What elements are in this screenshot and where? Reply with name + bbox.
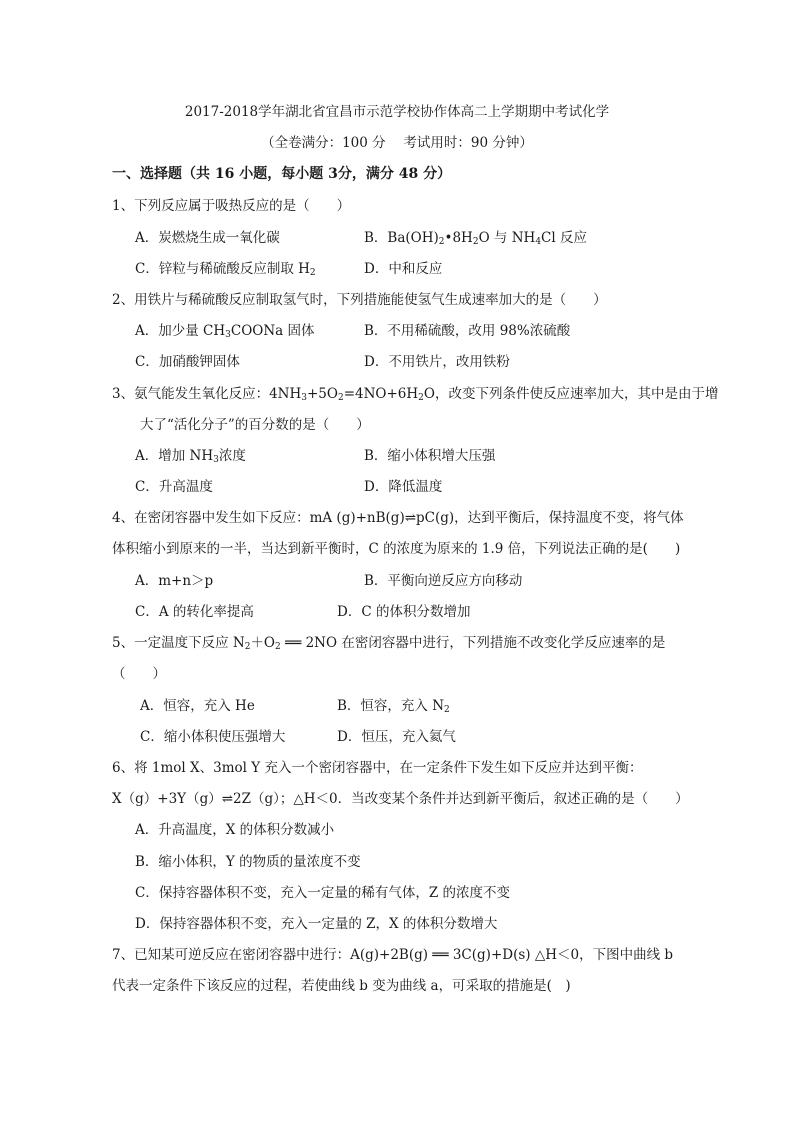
question-7-stem: 7、已知某可逆反应在密闭容器中进行：A(g)+2B(g) ══ 3C(g)+D(s) △H＜0，下图中曲线 b	[112, 947, 674, 963]
question-6-stem-continued: X（g）+3Y（g）⇌2Z（g）；△H＜0．当改变某个条件并达到新平衡后，叙述正确的是（ ）	[112, 791, 689, 807]
question-4-option-b: B．平衡向逆反应方向移动	[364, 573, 523, 589]
question-3-stem-continued: 大了“活化分子”的百分数的是（ ）	[140, 417, 370, 433]
question-6-stem: 6、将 1mol X、3mol Y 充入一个密闭容器中，在一定条件下发生如下反应并达到平衡：	[112, 760, 643, 776]
question-2-stem: 2、用铁片与稀硫酸反应制取氢气时，下列措施能使氢气生成速率加大的是（ ）	[112, 292, 607, 308]
question-2-option-b: B．不用稀硫酸，改用 98%浓硫酸	[364, 323, 571, 339]
question-7-stem-continued: 代表一定条件下该反应的过程，若使曲线 b 变为曲线 a，可采取的措施是( )	[112, 978, 571, 994]
question-1-option-d: D．中和反应	[364, 261, 443, 277]
question-1-option-c: C．锌粒与稀硫酸反应制取 $H_2$	[135, 261, 316, 278]
question-2-option-a: A．加少量 $CH_3COONa$ 固体	[135, 323, 315, 340]
question-5-option-a: A．恒容，充入 He	[140, 698, 255, 714]
question-4-stem: 4、在密闭容器中发生如下反应：mA (g)+nB(g)⇌pC(g)，达到平衡后，保持温度不变，将气体	[112, 510, 684, 526]
question-4-option-c: C．A 的转化率提高	[135, 604, 254, 620]
exam-title: 2017-2018学年湖北省宜昌市示范学校协作体高二上学期期中考试化学	[184, 104, 610, 120]
question-2-option-c: C．加硝酸钾固体	[135, 354, 240, 370]
question-6-option-a: A．升高温度，X 的体积分数减小	[135, 822, 335, 838]
question-3-stem: 3、氨气能发生氧化反应：$4NH_3+5O_2=4NO+6H_2O$，改变下列条件使反应速率加大，其中是由于增	[112, 386, 719, 403]
question-5-stem-continued: （ ）	[112, 666, 166, 682]
question-6-option-c: C．保持容器体积不变，充入一定量的稀有气体，Z 的浓度不变	[135, 885, 510, 901]
question-4-stem-continued: 体积缩小到原来的一半，当达到新平衡时，C 的浓度为原来的 1.9 倍，下列说法正确的是( )	[112, 541, 681, 557]
question-5-option-b: B．恒容，充入 $N_2$	[337, 698, 450, 715]
exam-subtitle: （全卷满分：100 分 考试用时：90 分钟）	[261, 135, 533, 151]
question-1-option-b: B．$Ba(OH)_2•8H_2O$ 与 $NH_4Cl$ 反应	[364, 230, 587, 247]
question-5-option-d: D．恒压，充入氦气	[337, 729, 456, 745]
question-6-option-b: B．缩小体积，Y 的物质的量浓度不变	[135, 854, 361, 870]
question-4-option-a: A．m+n＞p	[135, 573, 214, 589]
question-3-option-d: D．降低温度	[364, 479, 443, 495]
question-1-option-a: A．炭燃烧生成一氧化碳	[135, 230, 280, 246]
question-4-option-d: D．C 的体积分数增加	[337, 604, 471, 620]
question-5-stem: 5、一定温度下反应 $N_2+O_2$ ══ 2NO 在密闭容器中进行，下列措施不改变化学反应速率的是	[112, 635, 666, 652]
question-3-option-b: B．缩小体积增大压强	[364, 448, 496, 464]
question-1-stem: 1、下列反应属于吸热反应的是（ ）	[112, 198, 351, 214]
question-3-option-a: A．增加 $NH_3$浓度	[135, 448, 246, 465]
question-6-option-d: D．保持容器体积不变，充入一定量的 Z，X 的体积分数增大	[135, 916, 498, 932]
question-3-option-c: C．升高温度	[135, 479, 213, 495]
question-5-option-c: C．缩小体积使压强增大	[140, 729, 286, 745]
section-heading: 一、选择题（共 16 小题，每小题 3分，满分 48 分）	[112, 166, 452, 182]
question-2-option-d: D．不用铁片，改用铁粉	[364, 354, 510, 370]
